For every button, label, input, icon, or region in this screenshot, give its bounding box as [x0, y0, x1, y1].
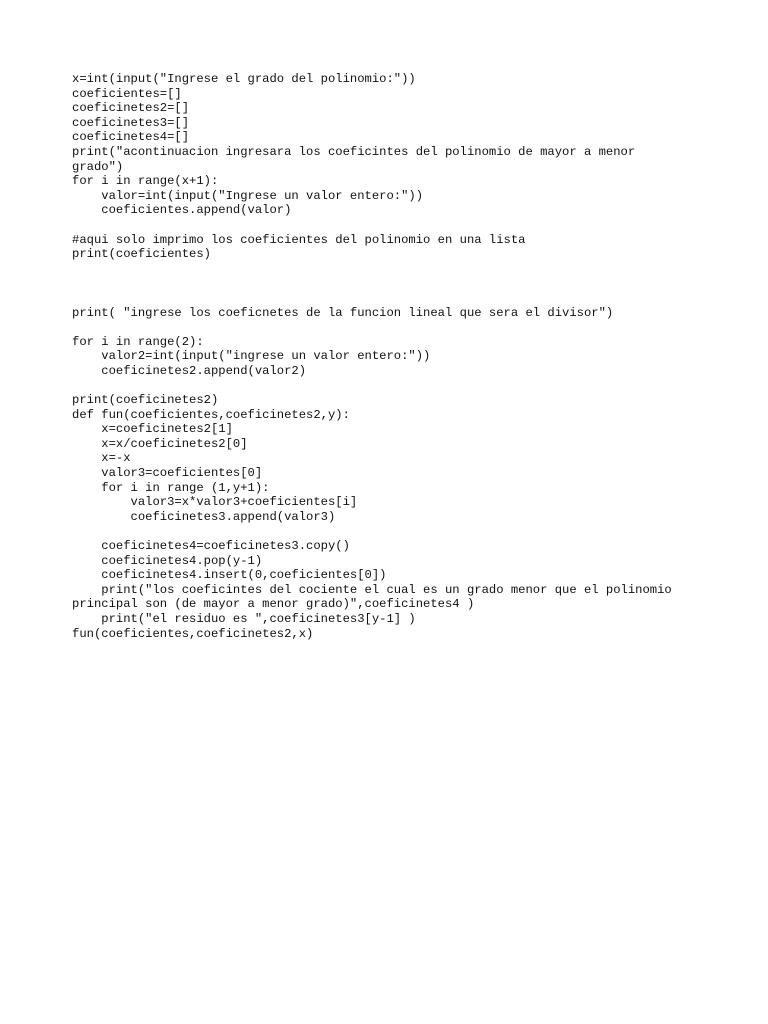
- blank-line: [72, 291, 702, 306]
- code-line: def fun(coeficientes,coeficinetes2,y):: [72, 407, 350, 422]
- code-line: coeficinetes3.append(valor3): [72, 509, 336, 524]
- code-line: for i in range(x+1):: [72, 174, 219, 189]
- code-line: print("acontinuacion ingresara los coeficintes del polinomio de mayor a menor: [72, 144, 636, 159]
- code-line: print("el residuo es ",coeficinetes3[y-1] ): [72, 611, 416, 626]
- code-line: valor3=coeficientes[0]: [72, 466, 263, 481]
- blank-line: [72, 524, 702, 539]
- code-line: valor2=int(input("ingrese un valor entero:")): [72, 349, 431, 364]
- blank-line: [72, 276, 702, 291]
- code-line: x=-x: [72, 451, 131, 466]
- code-line: principal son (de mayor a menor grado)",coeficinetes4 ): [72, 597, 475, 612]
- code-line: coeficinetes4.pop(y-1): [72, 553, 263, 568]
- code-line: print("los coeficintes del cociente el cual es un grado menor que el polinomio: [72, 582, 672, 597]
- code-line: fun(coeficientes,coeficinetes2,x): [72, 626, 314, 641]
- code-line: valor3=x*valor3+coeficientes[i]: [72, 495, 358, 510]
- code-line: x=x/coeficinetes2[0]: [72, 436, 248, 451]
- code-line: coeficinetes3=[]: [72, 115, 190, 130]
- code-line: for i in range(2):: [72, 334, 204, 349]
- code-line: coeficinetes4=[]: [72, 130, 190, 145]
- blank-line: [72, 218, 702, 233]
- blank-line: [72, 378, 702, 393]
- code-block: [72, 72, 702, 641]
- code-line: coeficientes=[]: [72, 86, 182, 101]
- code-line: coeficinetes2=[]: [72, 101, 190, 116]
- code-line: coeficientes.append(valor): [72, 203, 292, 218]
- code-line: print(coeficinetes2): [72, 393, 219, 408]
- code-line: print(coeficientes): [72, 247, 211, 262]
- code-line: #aqui solo imprimo los coeficientes del polinomio en una lista: [72, 232, 526, 247]
- code-line: x=coeficinetes2[1]: [72, 422, 233, 437]
- blank-line: [72, 262, 702, 277]
- code-line: coeficinetes4=coeficinetes3.copy(): [72, 539, 350, 553]
- blank-line: [72, 320, 702, 335]
- code-line: x=int(input("Ingrese el grado del polinomio:")): [72, 72, 416, 86]
- code-line: valor=int(input("Ingrese un valor entero:")): [72, 188, 424, 203]
- code-line: print( "ingrese los coeficnetes de la funcion lineal que sera el divisor"): [72, 305, 614, 320]
- code-line: grado"): [72, 159, 124, 174]
- code-line: for i in range (1,y+1):: [72, 480, 270, 495]
- code-line: coeficinetes2.append(valor2): [72, 363, 307, 378]
- code-line: coeficinetes4.insert(0,coeficientes[0]): [72, 568, 387, 583]
